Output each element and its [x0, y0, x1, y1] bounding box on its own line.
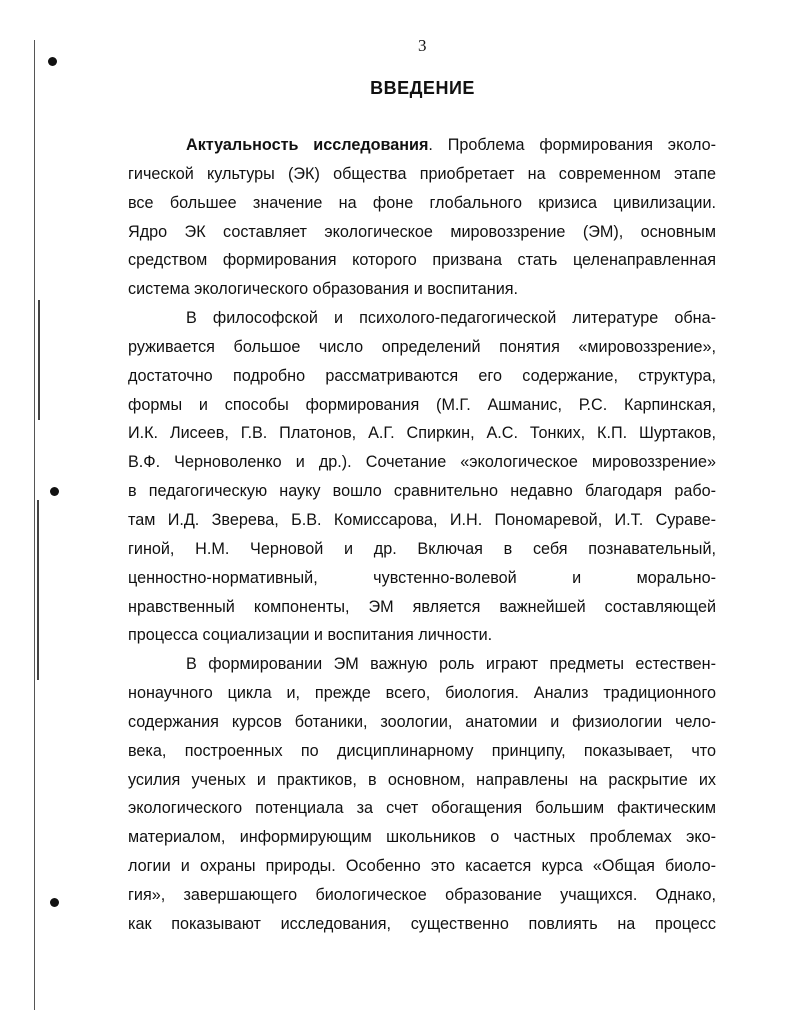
scan-edge-line [37, 500, 39, 680]
text-line [128, 535, 716, 564]
scan-mark [50, 487, 59, 496]
line-text: ценностно-нормативный, чувстенно-волевой и морально- [128, 568, 716, 587]
line-text: нравственный компоненты, ЭМ является важнейшей составляющей [128, 597, 716, 616]
line-text: гиной, Н.М. Черновой и др. Включая в себя познавательный, [128, 539, 716, 558]
text-line [128, 333, 716, 362]
line-text: все большее значение на фоне глобального кризиса цивилизации. [128, 193, 716, 212]
text-line [128, 708, 716, 737]
text-line [128, 189, 716, 218]
line-text: В формировании ЭМ важную роль играют предметы естествен- [186, 655, 716, 674]
page-number: 3 [418, 36, 427, 55]
line-text: Ядро ЭК составляет экологическое мировоззрение (ЭМ), основным [128, 222, 716, 241]
document-body [128, 131, 716, 939]
line-text: как показывают исследования, существенно повлиять на процесс [128, 914, 716, 933]
scan-mark [48, 57, 57, 66]
text-line [128, 881, 716, 910]
text-line [128, 823, 716, 852]
line-text: В.Ф. Черноволенко и др.). Сочетание «экологическое мировоззрение» [128, 453, 716, 472]
text-line [128, 506, 716, 535]
line-text: формы и способы формирования (М.Г. Ашманис, Р.С. Карпинская, [128, 395, 716, 414]
text-line [128, 391, 716, 420]
line-text: экологического потенциала за счет обогащения большим фактическим [128, 799, 716, 818]
line-text: достаточно подробно рассматриваются его содержание, структура, [128, 366, 716, 385]
line-text: И.К. Лисеев, Г.В. Платонов, А.Г. Спиркин, А.С. Тонких, К.П. Шуртаков, [128, 424, 716, 443]
line-text: материалом, информирующим школьников о частных проблемах эко- [128, 828, 716, 847]
line-text: система экологического образования и воспитания. [128, 280, 519, 299]
text-line [128, 679, 716, 708]
paragraph [128, 304, 716, 650]
text-line [128, 852, 716, 881]
line-text: нонаучного цикла и, прежде всего, биология. Анализ традиционного [128, 684, 716, 703]
text-line [128, 362, 716, 391]
text-line [128, 621, 716, 650]
text-line [128, 160, 716, 189]
text-line [128, 275, 716, 304]
text-line [128, 794, 716, 823]
line-text: содержания курсов ботаники, зоологии, анатомии и физиологии чело- [128, 712, 716, 731]
scan-edge-line [34, 40, 35, 1010]
line-text: века, построенных по дисциплинарному принципу, показывает, что [128, 741, 716, 760]
line-text: руживается большое число определений понятия «мировоззрение», [128, 337, 716, 356]
text-line [128, 419, 716, 448]
scan-mark [50, 898, 59, 907]
section-heading: ВВЕДЕНИЕ [370, 78, 475, 98]
text-line [128, 737, 716, 766]
text-line [128, 218, 716, 247]
text-line [128, 448, 716, 477]
text-line [128, 477, 716, 506]
bold-lead: Актуальность исследования [186, 136, 429, 154]
text-line [128, 304, 716, 333]
line-text: усилия ученых и практиков, в основном, направлены на раскрытие их [128, 770, 716, 789]
text-line [128, 766, 716, 795]
line-text: логии и охраны природы. Особенно это касается курса «Общая биоло- [128, 857, 716, 876]
text-line [128, 246, 716, 275]
line-text: . Проблема формирования эколо- [428, 136, 716, 154]
paragraph [128, 131, 716, 304]
text-line [128, 593, 716, 622]
line-text: там И.Д. Зверева, Б.В. Комиссарова, И.Н. Пономаревой, И.Т. Сураве- [128, 510, 716, 529]
line-text: средством формирования которого призвана стать целенаправленная [128, 251, 716, 270]
line-text: В философской и психолого-педагогической литературе обна- [186, 309, 716, 328]
text-line [128, 650, 716, 679]
paragraph [128, 650, 716, 938]
text-line [128, 131, 716, 160]
line-text: процесса социализации и воспитания личности. [128, 626, 493, 645]
line-text: гической культуры (ЭК) общества приобретает на современном этапе [128, 164, 716, 183]
line-text: гия», завершающего биологическое образование учащихся. Однако, [128, 885, 716, 904]
text-line [128, 910, 716, 939]
scan-edge-line [38, 300, 40, 420]
text-line [128, 564, 716, 593]
line-text: в педагогическую науку вошло сравнительно недавно благодаря рабо- [128, 482, 716, 501]
